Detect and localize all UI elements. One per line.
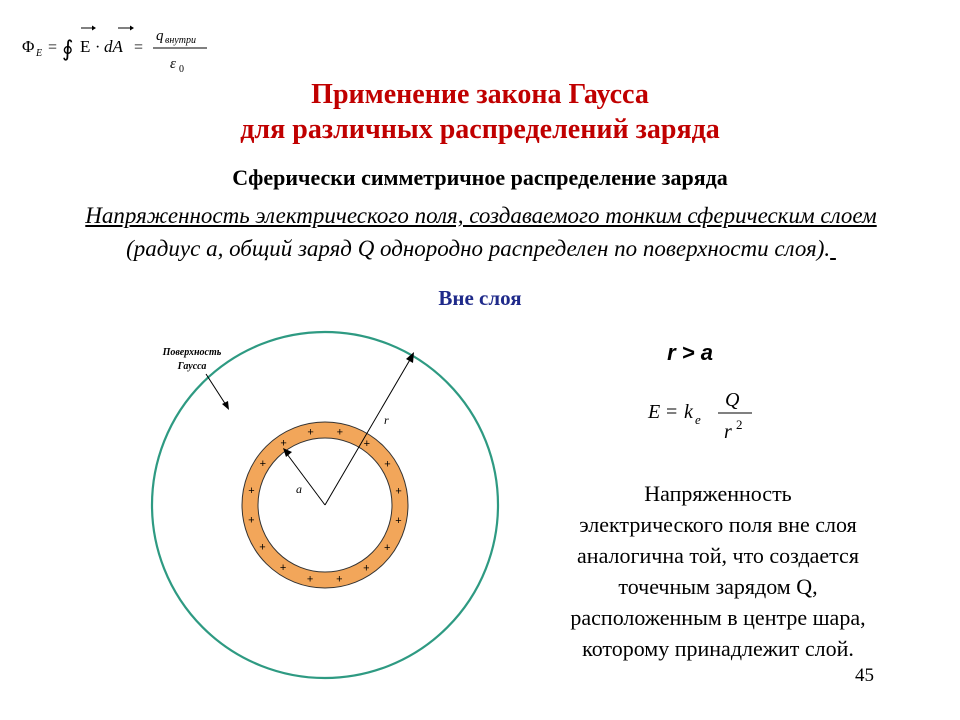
plus-charge: + xyxy=(395,485,402,498)
equals-sign: = xyxy=(48,39,58,56)
paragraph-line: аналогична той, что создается xyxy=(577,543,859,568)
field-lhs: E xyxy=(648,401,661,423)
plus-charge: + xyxy=(307,426,314,439)
description-underline-tail xyxy=(830,236,836,261)
gauss-label-line-1: Поверхность xyxy=(162,347,222,358)
gauss-law-formula xyxy=(20,18,220,80)
paragraph-line: которому принадлежит слой. xyxy=(582,636,854,661)
plus-charge: + xyxy=(306,573,314,586)
subtitle: Сферически симметричное распределение заряда xyxy=(232,165,728,190)
field-k-sub: e xyxy=(695,412,701,427)
field-denominator: r xyxy=(724,421,732,443)
da-vector-arrowhead xyxy=(130,26,134,31)
radius-a-line xyxy=(287,454,325,505)
e-vector: E xyxy=(80,37,91,56)
plus-charge: + xyxy=(259,541,266,554)
numerator-sub: внутри xyxy=(165,35,196,46)
dot-product: · xyxy=(95,39,101,56)
description-line-1: Напряженность электрического поля, создаваемого тонким сферическим слоем xyxy=(85,203,877,228)
field-k: k xyxy=(684,401,693,423)
plus-charge: + xyxy=(395,514,402,527)
flux-sub: E xyxy=(36,48,43,59)
description-line-2-text: (радиус a, общий заряд Q однородно распределен по поверхности слоя). xyxy=(126,236,831,261)
field-den-power: 2 xyxy=(736,417,743,432)
section-label: Вне слоя xyxy=(438,286,522,310)
denominator-sub: 0 xyxy=(179,64,184,75)
equals-sign-2: = xyxy=(134,39,144,56)
title-line-2: для различных распределений заряда xyxy=(240,114,720,145)
plus-charge: + xyxy=(259,458,267,471)
page-number: 45 xyxy=(855,665,874,686)
plus-charge: + xyxy=(248,485,255,498)
da-term: dA xyxy=(104,37,123,56)
gauss-label-pointer xyxy=(206,374,226,405)
numerator: q xyxy=(156,28,164,44)
field-equals: = xyxy=(666,401,678,423)
denominator: ε xyxy=(170,56,176,72)
gauss-label-line-2: Гаусса xyxy=(177,361,207,372)
plus-charge: + xyxy=(383,541,391,554)
paragraph-line: электрического поля вне слоя xyxy=(579,512,857,537)
field-formula xyxy=(640,382,770,444)
plus-charge: + xyxy=(336,573,343,586)
plus-charge: + xyxy=(336,426,344,439)
explanation-paragraph xyxy=(528,478,908,664)
gauss-label-arrowhead xyxy=(222,401,229,410)
plus-charge: + xyxy=(280,437,287,450)
plus-charge: + xyxy=(384,458,391,471)
e-vector-arrowhead xyxy=(92,26,96,31)
description-line-2 xyxy=(16,236,946,262)
field-numerator: Q xyxy=(725,389,740,411)
paragraph-line: точечным зарядом Q, xyxy=(618,574,818,599)
spherical-shell-diagram xyxy=(140,330,580,710)
condition-r-greater-a: r > a xyxy=(667,340,713,365)
closed-integral: ∮ xyxy=(62,37,74,62)
plus-charge: + xyxy=(248,514,255,527)
plus-charge: + xyxy=(363,437,371,450)
paragraph-line: Напряженность xyxy=(644,481,792,506)
paragraph-line: расположенным в центре шара, xyxy=(570,605,866,630)
plus-charge: + xyxy=(363,562,370,575)
plus-charge: + xyxy=(279,562,287,575)
flux-symbol: Φ xyxy=(22,37,35,56)
title-line-1: Применение закона Гаусса xyxy=(311,79,649,110)
label-r: r xyxy=(384,413,389,427)
label-a: a xyxy=(296,482,302,496)
